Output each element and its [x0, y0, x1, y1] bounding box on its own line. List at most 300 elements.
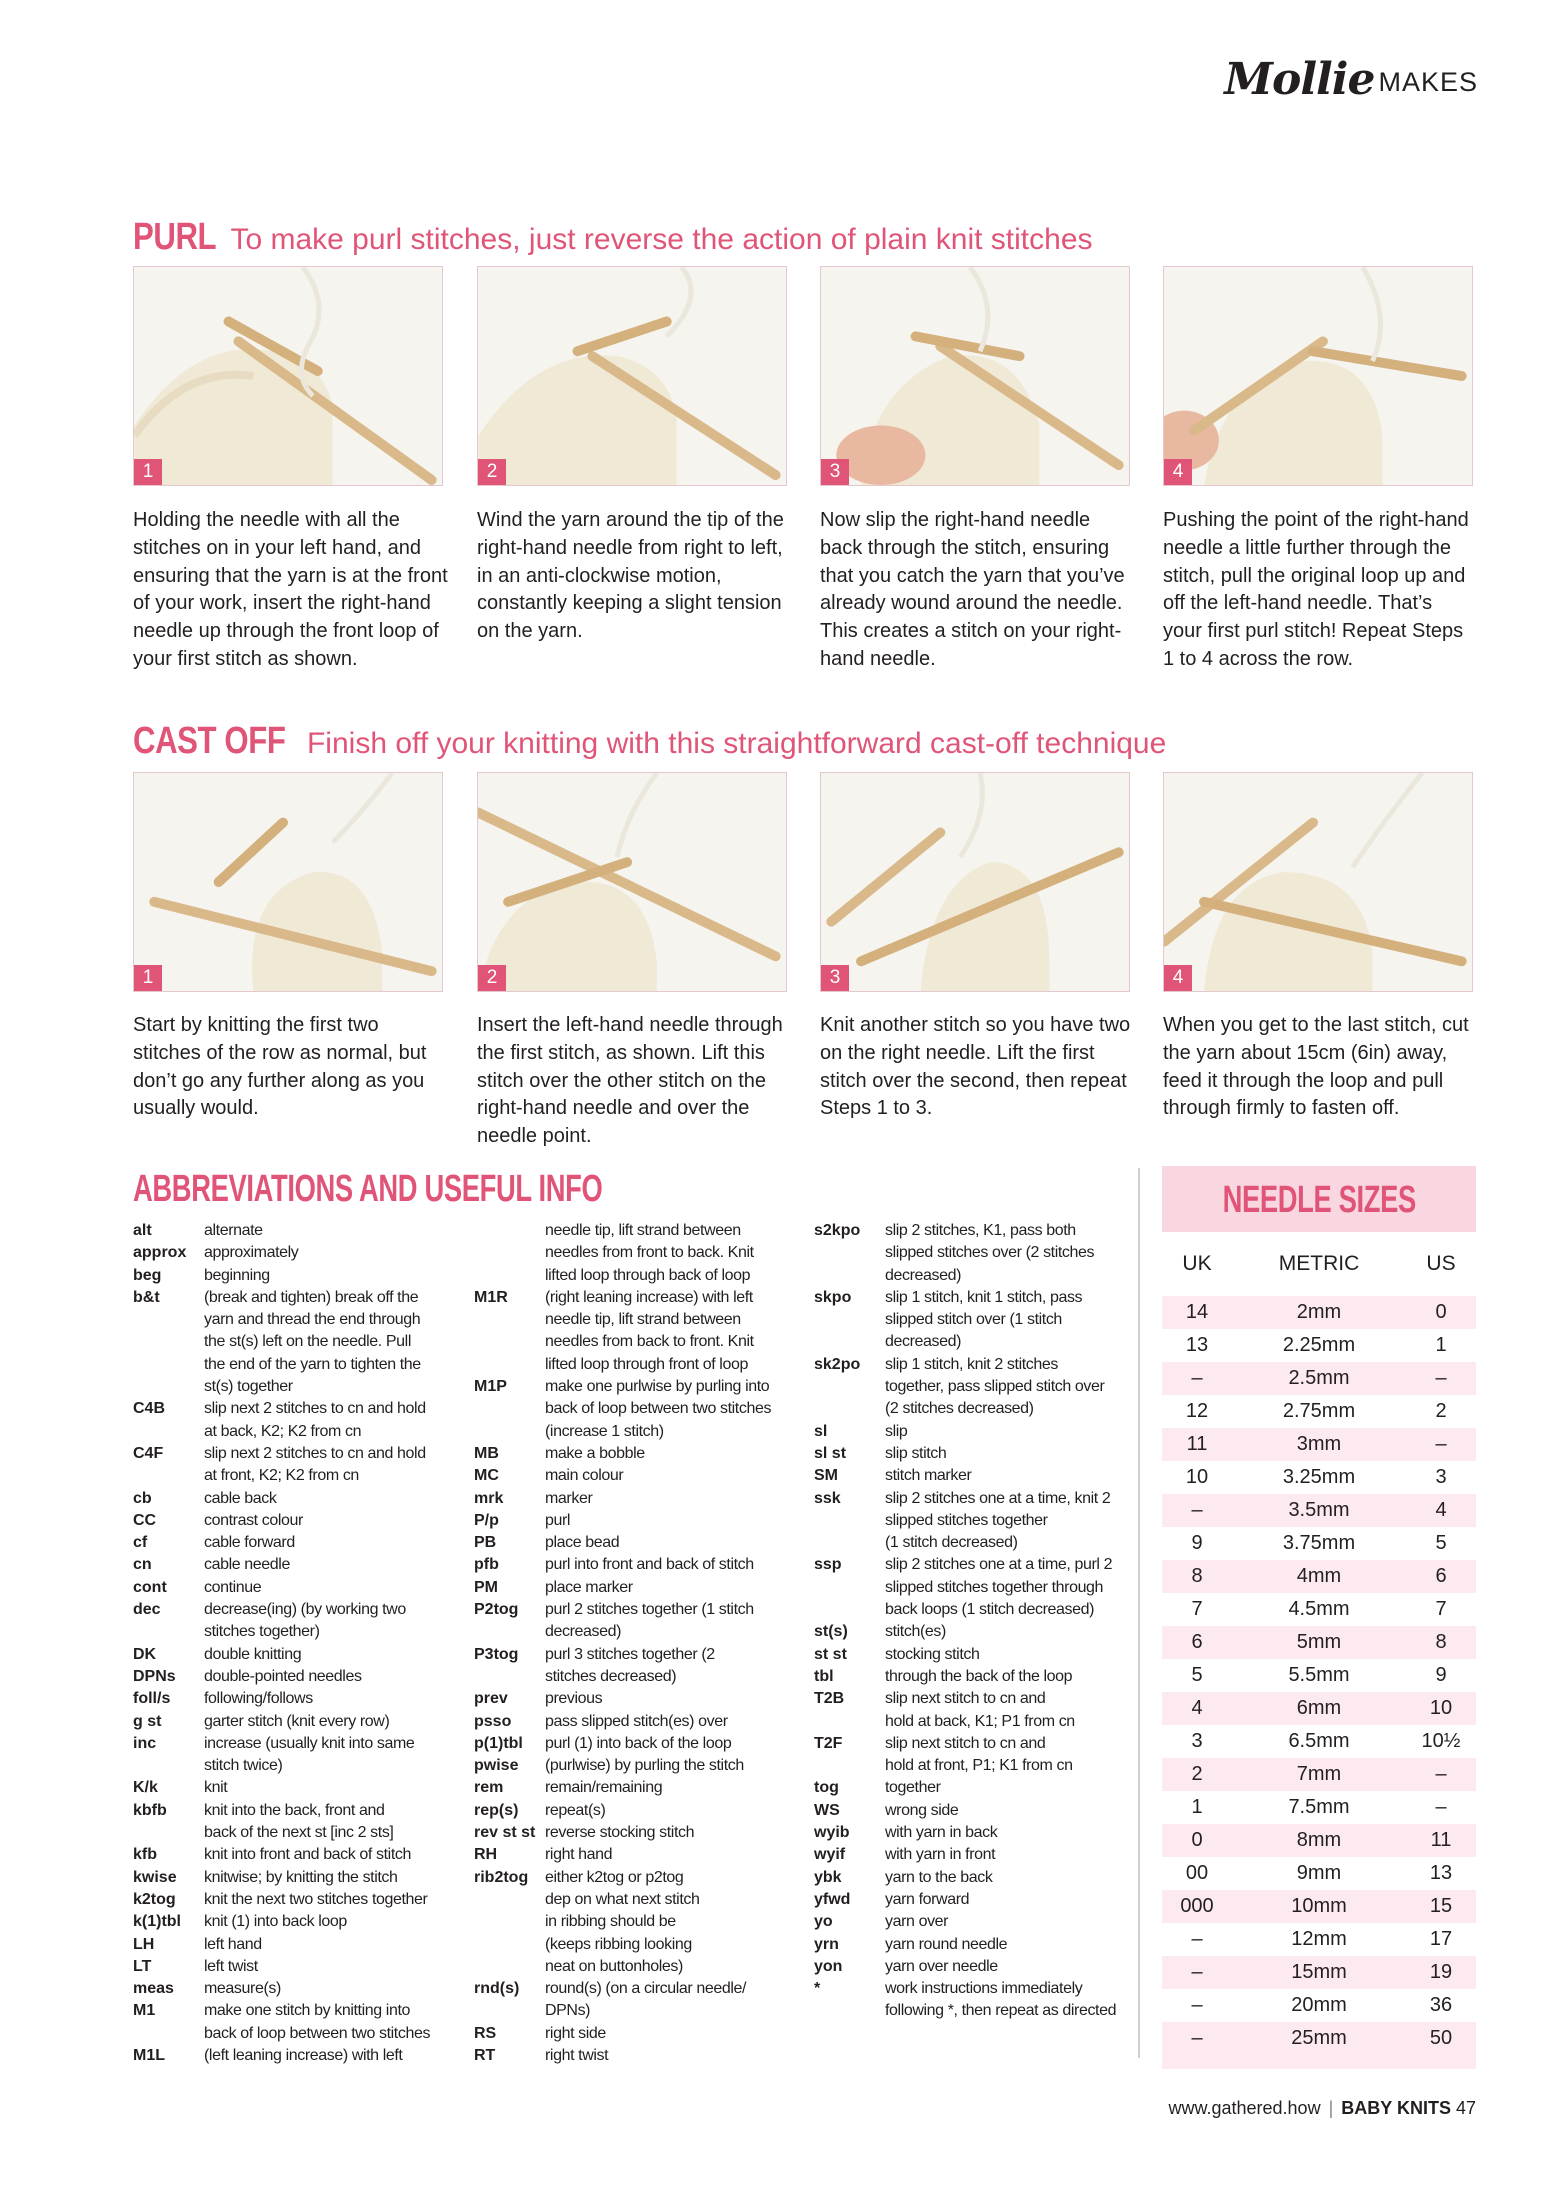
abbreviation-meaning: pass slipped stitch(es) over [545, 1712, 728, 1730]
abbreviation-row [474, 1354, 804, 1376]
abbreviation-term [133, 1822, 204, 1844]
abbreviation-term: mrk [474, 1489, 504, 1507]
abbreviation-term: meas [133, 1980, 174, 1998]
abbreviation-row [474, 1844, 804, 1866]
abbreviation-term: cf [133, 1534, 148, 1552]
abbreviation-meaning: slip next stitch to cn and [885, 1690, 1046, 1708]
abbreviation-term: dec [133, 1601, 161, 1619]
abbreviation-meaning: DPNs) [545, 2002, 591, 2020]
castoff-heading [133, 720, 1166, 763]
abbreviation-meaning: needle tip, lift strand between [545, 1222, 741, 1239]
abbreviation-row [474, 1934, 804, 1956]
abbreviation-row [474, 1644, 804, 1666]
metric-size: 3mm [1296, 1433, 1342, 1455]
us-size: 10 [1429, 1697, 1453, 1719]
purl-keyword: PURL [133, 216, 217, 258]
abbreviation-meaning: repeat(s) [545, 1801, 606, 1819]
needle-size-row [1162, 1494, 1476, 1527]
abbreviation-meaning: following *, then repeat as directed [885, 2002, 1117, 2020]
abbreviation-row [133, 1978, 463, 2000]
abbreviation-term: yfwd [814, 1890, 851, 1908]
abbreviation-meaning: purl (1) into back of the loop [545, 1734, 732, 1752]
abbreviation-term [133, 1376, 204, 1398]
abbreviation-term: wyib [814, 1824, 850, 1842]
needle-size-row [1162, 1527, 1476, 1560]
abbreviation-term: yrn [814, 1935, 839, 1953]
metric-size: 2.25mm [1282, 1334, 1356, 1356]
abbreviation-term: ssk [814, 1489, 841, 1507]
abbreviation-term: RH [474, 1846, 498, 1864]
abbreviation-row [814, 1867, 1132, 1889]
abbreviation-row [814, 1331, 1132, 1353]
us-size: 17 [1429, 1928, 1453, 1950]
abbreviations-column-2 [474, 1220, 804, 2067]
abbreviation-row [814, 1889, 1132, 1911]
metric-size: 3.75mm [1282, 1532, 1356, 1554]
abbreviation-row [814, 1220, 1132, 1242]
abbreviation-meaning: double-pointed needles [204, 1667, 362, 1685]
step-number: 2 [478, 965, 506, 991]
metric-size: 10mm [1291, 1895, 1347, 1917]
needle-size-row [1162, 1395, 1476, 1428]
abbreviation-row [133, 1688, 463, 1710]
us-size: 50 [1429, 2027, 1453, 2049]
abbreviation-row [133, 1577, 463, 1599]
metric-size: 7.5mm [1288, 1796, 1350, 1818]
abbreviation-meaning: round(s) (on a circular needle/ [545, 1980, 747, 1998]
abbreviation-term: DK [133, 1645, 157, 1663]
abbreviation-term: P2tog [474, 1601, 519, 1619]
abbreviation-row [814, 1978, 1132, 2000]
knitting-photo-illustration [821, 267, 1129, 485]
metric-size: 25mm [1291, 2027, 1347, 2049]
abbreviation-meaning: knitwise; by knitting the stitch [204, 1868, 398, 1886]
abbreviation-meaning: back of loop between two stitches [204, 2024, 431, 2042]
abbreviation-term [133, 1331, 204, 1353]
us-size: 4 [1435, 1499, 1447, 1521]
table-end-band [1162, 2055, 1476, 2069]
abbreviation-term [814, 1711, 885, 1733]
abbreviation-meaning: knit (1) into back loop [204, 1913, 347, 1931]
us-size: 8 [1435, 1631, 1447, 1653]
abbreviation-term: RS [474, 2024, 497, 2042]
abbreviation-term [474, 1956, 545, 1978]
uk-size: – [1191, 1994, 1203, 2016]
abbreviation-row [814, 1822, 1132, 1844]
abbreviation-meaning: needles from front to back. Knit [545, 1244, 754, 1262]
purl-subtitle: To make purl stitches, just reverse the action of plain knit stitches [230, 223, 1093, 256]
uk-size: 0 [1191, 1829, 1203, 1851]
abbreviation-term: rib2tog [474, 1868, 529, 1886]
abbreviation-row [133, 1309, 463, 1331]
metric-size: 6mm [1296, 1697, 1342, 1719]
abbreviation-term [133, 1465, 204, 1487]
abbreviation-term [133, 2023, 204, 2045]
abbreviation-row [133, 1800, 463, 1822]
abbreviation-row [133, 1554, 463, 1576]
metric-size: 20mm [1291, 1994, 1347, 2016]
castoff-keyword: CAST OFF [133, 720, 286, 762]
purl-step-2-text: Wind the yarn around the tip of the right-hand needle from right to left, in an anti-clockwise motion, constantly keeping a slight tension on the yarn. [477, 509, 784, 643]
abbreviation-meaning: slip 2 stitches one at a time, purl 2 [885, 1556, 1113, 1574]
abbreviation-term: s2kpo [814, 1222, 861, 1239]
abbreviation-row [474, 1309, 804, 1331]
abbreviation-row [474, 1599, 804, 1621]
abbreviation-row [814, 1242, 1132, 1264]
abbreviation-term: cn [133, 1556, 152, 1574]
abbreviation-term [474, 1421, 545, 1443]
abbreviation-term: DPNs [133, 1667, 176, 1685]
needle-sizes-table [1162, 1166, 1476, 2069]
castoff-step-3-photo [820, 772, 1130, 992]
abbreviation-meaning: reverse stocking stitch [545, 1824, 695, 1842]
abbreviation-term [474, 2000, 545, 2022]
needle-size-row [1162, 1296, 1476, 1329]
abbreviation-row [814, 1554, 1132, 1576]
abbreviation-meaning: lifted loop through back of loop [545, 1266, 751, 1284]
abbreviation-meaning: purl [545, 1511, 571, 1529]
abbreviation-row [133, 1220, 463, 1242]
abbreviation-meaning: double knitting [204, 1645, 302, 1663]
abbreviation-meaning: following/follows [204, 1690, 313, 1708]
abbreviation-term: T2F [814, 1734, 843, 1752]
abbreviation-term: sl st [814, 1444, 847, 1462]
logo-script: Mollie [1224, 54, 1375, 105]
abbreviation-term: P/p [474, 1511, 499, 1529]
header-uk: UK [1182, 1252, 1212, 1275]
abbreviation-meaning: stocking stitch [885, 1645, 980, 1663]
abbreviation-row [133, 1488, 463, 1510]
abbreviation-term: cb [133, 1489, 152, 1507]
abbreviation-term [474, 1934, 545, 1956]
abbreviation-meaning: the end of the yarn to tighten the [204, 1355, 421, 1373]
abbreviation-meaning: lifted loop through front of loop [545, 1355, 748, 1373]
abbreviation-term [474, 1309, 545, 1331]
abbreviation-term: RT [474, 2046, 496, 2064]
abbreviation-meaning: decreased) [885, 1333, 962, 1351]
abbreviation-meaning: decreased) [885, 1266, 962, 1284]
abbreviation-row [474, 1733, 804, 1755]
metric-size: 7mm [1296, 1763, 1342, 1785]
abbreviation-meaning: cable back [204, 1489, 277, 1507]
abbreviation-row [133, 1889, 463, 1911]
abbreviation-meaning: with yarn in back [885, 1824, 998, 1842]
abbreviation-row [133, 1265, 463, 1287]
needle-size-row [1162, 1659, 1476, 1692]
abbreviation-meaning: slip 1 stitch, knit 2 stitches [885, 1355, 1058, 1373]
abbreviation-row [814, 1376, 1132, 1398]
knitting-photo-illustration [1164, 773, 1472, 991]
needle-size-row [1162, 1692, 1476, 1725]
abbreviation-row [474, 1465, 804, 1487]
abbreviation-term [814, 1242, 885, 1264]
abbreviation-term: psso [474, 1712, 512, 1730]
abbreviation-meaning: stitches decreased) [545, 1667, 677, 1685]
abbreviation-row [474, 1688, 804, 1710]
abbreviation-term [133, 1621, 204, 1643]
needle-size-row [1162, 1758, 1476, 1791]
abbreviation-term: T2B [814, 1690, 845, 1708]
abbreviation-meaning: back loops (1 stitch decreased) [885, 1601, 1095, 1619]
abbreviation-row [474, 1621, 804, 1643]
page-footer [1168, 2098, 1476, 2119]
purl-heading [133, 216, 1093, 259]
needle-size-row [1162, 1890, 1476, 1923]
abbreviation-term: alt [133, 1222, 152, 1239]
abbreviation-term: WS [814, 1801, 840, 1819]
abbreviation-row [814, 1733, 1132, 1755]
abbreviation-row [474, 1398, 804, 1420]
abbreviation-meaning: slip stitch [885, 1444, 947, 1462]
abbreviation-meaning: in ribbing should be [545, 1913, 676, 1931]
abbreviation-meaning: stitch twice) [204, 1757, 283, 1775]
castoff-step-4-text: When you get to the last stitch, cut the yarn about 15cm (6in) away, feed it through the loop and pull through firmly to fasten off. [1163, 1014, 1469, 1120]
abbreviation-term: yon [814, 1957, 843, 1975]
abbreviation-term [474, 1666, 545, 1688]
abbreviation-term: kfb [133, 1846, 157, 1864]
uk-size: – [1191, 1928, 1203, 1950]
abbreviation-row [133, 2023, 463, 2045]
abbreviation-meaning: place bead [545, 1534, 620, 1552]
abbreviation-meaning: right side [545, 2024, 606, 2042]
abbreviation-term: LT [133, 1957, 152, 1975]
abbreviation-row [814, 1354, 1132, 1376]
abbreviation-meaning: with yarn in front [885, 1846, 996, 1864]
abbreviation-meaning: back of loop between two stitches [545, 1400, 772, 1418]
abbreviation-term [814, 1599, 885, 1621]
abbreviations-column-1 [133, 1220, 463, 2067]
abbreviation-row [474, 1220, 804, 1242]
needle-size-row [1162, 1428, 1476, 1461]
needle-sizes-body [1162, 1296, 1476, 2055]
abbreviation-term: beg [133, 1266, 162, 1284]
needle-size-row [1162, 1725, 1476, 1758]
metric-size: 4mm [1296, 1565, 1342, 1587]
castoff-step-2-text: Insert the left-hand needle through the first stitch, as shown. Lift this stitch over the other stitch on the right-hand needle and over the needle point. [477, 1014, 783, 1148]
footer-section: BABY KNITS [1341, 2098, 1451, 2118]
knitting-photo-illustration [478, 267, 786, 485]
abbreviation-row [814, 1956, 1132, 1978]
abbreviation-term: C4B [133, 1400, 166, 1418]
uk-size: 11 [1186, 1433, 1208, 1455]
abbreviation-row [474, 1510, 804, 1532]
uk-size: 000 [1180, 1895, 1214, 1917]
abbreviation-meaning: yarn forward [885, 1890, 970, 1908]
abbreviation-row [474, 1822, 804, 1844]
us-size: 5 [1435, 1532, 1447, 1554]
abbreviation-term [814, 1309, 885, 1331]
castoff-step-4-photo [1163, 772, 1473, 992]
purl-step-4-photo [1163, 266, 1473, 486]
metric-size: 12mm [1291, 1928, 1347, 1950]
abbreviation-row [814, 1421, 1132, 1443]
abbreviation-row [133, 1242, 463, 1264]
abbreviation-meaning: garter stitch (knit every row) [204, 1712, 390, 1730]
abbreviation-meaning: slip [885, 1422, 908, 1440]
footer-url: www.gathered.how [1168, 2098, 1321, 2118]
purl-step-4-text: Pushing the point of the right-hand needle a little further through the stitch, pull the original loop up and off the left-hand needle. That’s your first purl stitch! Repeat Steps 1 to 4 across the row. [1163, 509, 1469, 670]
abbreviation-row [474, 1777, 804, 1799]
abbreviation-meaning: purl 2 stitches together (1 stitch [545, 1601, 754, 1619]
magazine-logo [1224, 54, 1478, 105]
abbreviation-row [133, 1331, 463, 1353]
needle-sizes-title [1162, 1166, 1476, 1232]
needle-size-row [1162, 1560, 1476, 1593]
abbreviation-meaning: marker [545, 1489, 593, 1507]
abbreviation-term: wyif [814, 1846, 846, 1864]
abbreviation-meaning: knit [204, 1779, 228, 1797]
abbreviation-meaning: knit into the back, front and [204, 1801, 385, 1819]
abbreviation-row [474, 1755, 804, 1777]
abbreviation-term: p(1)tbl [474, 1734, 523, 1752]
abbreviation-row [814, 1711, 1132, 1733]
abbreviation-row [474, 1889, 804, 1911]
abbreviation-term: MC [474, 1467, 499, 1485]
abbreviation-term: sl [814, 1422, 828, 1440]
abbreviation-term [474, 1331, 545, 1353]
abbreviation-term: CC [133, 1511, 157, 1529]
uk-size: – [1191, 1367, 1203, 1389]
abbreviation-meaning: make a bobble [545, 1444, 645, 1462]
abbreviation-row [474, 1265, 804, 1287]
abbreviation-meaning: slipped stitches together through [885, 1578, 1104, 1596]
abbreviation-term: st st [814, 1645, 847, 1663]
uk-size: 10 [1185, 1466, 1209, 1488]
abbreviation-meaning: place marker [545, 1578, 633, 1596]
abbreviation-row [133, 1711, 463, 1733]
abbreviation-meaning: yarn round needle [885, 1935, 1008, 1953]
abbreviation-row [133, 1867, 463, 1889]
us-size: 11 [1430, 1829, 1452, 1851]
needle-size-row [1162, 2022, 1476, 2055]
purl-step-1-photo [133, 266, 443, 486]
needle-size-row [1162, 1362, 1476, 1395]
abbreviation-term [474, 1398, 545, 1420]
metric-size: 9mm [1296, 1862, 1342, 1884]
abbreviation-meaning: yarn and thread the end through [204, 1311, 421, 1329]
purl-step-3-text: Now slip the right-hand needle back through the stitch, ensuring that you catch the yarn that you’ve already wound around the needle. This creates a stitch on your right-hand needle. [820, 509, 1125, 670]
abbreviation-row [133, 1822, 463, 1844]
abbreviation-row [814, 1443, 1132, 1465]
abbreviation-term [814, 1265, 885, 1287]
abbreviation-row [133, 1376, 463, 1398]
metric-size: 6.5mm [1288, 1730, 1350, 1752]
abbreviation-meaning: the st(s) left on the needle. Pull [204, 1333, 411, 1351]
us-size: 19 [1429, 1961, 1453, 1983]
abbreviation-row [814, 1265, 1132, 1287]
abbreviation-meaning: either k2tog or p2tog [545, 1868, 684, 1886]
needle-size-row [1162, 1593, 1476, 1626]
abbreviation-meaning: stitch(es) [885, 1623, 946, 1641]
abbreviation-meaning: right hand [545, 1846, 613, 1864]
needle-sizes-title-text: NEEDLE SIZES [1222, 1179, 1416, 1221]
abbreviation-meaning: increase (usually knit into same [204, 1734, 415, 1752]
abbreviation-meaning: dep on what next stitch [545, 1890, 700, 1908]
abbreviation-meaning: slip 2 stitches, K1, pass both [885, 1222, 1076, 1239]
abbreviation-row [133, 1733, 463, 1755]
abbreviation-term: K/k [133, 1779, 158, 1797]
abbreviation-row [814, 1577, 1132, 1599]
abbreviation-row [814, 1800, 1132, 1822]
abbreviation-row [814, 1510, 1132, 1532]
abbreviation-term: pfb [474, 1556, 499, 1574]
abbreviation-meaning: stitch marker [885, 1467, 972, 1485]
abbreviation-row [474, 1554, 804, 1576]
needle-size-row [1162, 1461, 1476, 1494]
step-number: 2 [478, 459, 506, 485]
abbreviation-term: approx [133, 1244, 187, 1262]
abbreviation-meaning: continue [204, 1578, 262, 1596]
step-number: 4 [1164, 459, 1192, 485]
abbreviation-meaning: at front, K2; K2 from cn [204, 1467, 359, 1485]
needle-size-row [1162, 1824, 1476, 1857]
abbreviation-row [814, 1666, 1132, 1688]
header-us: US [1426, 1252, 1456, 1275]
abbreviation-term: prev [474, 1690, 508, 1708]
abbreviation-term: pwise [474, 1757, 519, 1775]
step-number: 3 [821, 459, 849, 485]
uk-size: 9 [1191, 1532, 1203, 1554]
metric-size: 4.5mm [1288, 1598, 1350, 1620]
abbreviation-term [814, 1398, 885, 1420]
abbreviation-row [474, 1666, 804, 1688]
abbreviation-meaning: alternate [204, 1222, 263, 1239]
abbreviation-meaning: slip next stitch to cn and [885, 1734, 1046, 1752]
abbreviation-term: kwise [133, 1868, 177, 1886]
step-number: 1 [134, 459, 162, 485]
abbreviation-row [474, 1978, 804, 2000]
knitting-photo-illustration [134, 773, 442, 991]
abbreviation-term [474, 1265, 545, 1287]
abbreviation-row [474, 1577, 804, 1599]
abbreviation-meaning: cable forward [204, 1534, 295, 1552]
abbreviation-term: b&t [133, 1288, 160, 1306]
abbreviation-row [133, 2045, 463, 2067]
abbreviation-row [814, 1934, 1132, 1956]
knitting-photo-illustration [1164, 267, 1472, 485]
abbreviation-term [474, 1621, 545, 1643]
us-size: – [1435, 1796, 1447, 1818]
uk-size: 2 [1191, 1763, 1203, 1785]
uk-size: 14 [1185, 1301, 1209, 1323]
abbreviation-row [133, 2000, 463, 2022]
abbreviation-row [133, 1443, 463, 1465]
abbreviation-term: M1R [474, 1288, 508, 1306]
abbreviation-meaning: decrease(ing) (by working two [204, 1601, 406, 1619]
abbreviation-meaning: slipped stitches together [885, 1511, 1048, 1529]
column-divider [1138, 1168, 1140, 2058]
abbreviation-meaning: hold at back, K1; P1 from cn [885, 1712, 1075, 1730]
footer-separator: | [1328, 2098, 1334, 2118]
abbreviation-row [133, 1844, 463, 1866]
us-size: 9 [1435, 1664, 1447, 1686]
abbreviations-column-3 [814, 1220, 1132, 2023]
abbreviation-meaning: wrong side [885, 1801, 959, 1819]
abbreviation-row [814, 1911, 1132, 1933]
metric-size: 8mm [1296, 1829, 1342, 1851]
needle-size-row [1162, 1857, 1476, 1890]
abbreviation-term: M1L [133, 2046, 165, 2064]
abbreviation-term: M1 [133, 2002, 156, 2020]
abbreviation-row [133, 1956, 463, 1978]
abbreviation-meaning: beginning [204, 1266, 270, 1284]
abbreviation-row [474, 2023, 804, 2045]
abbreviation-term: rnd(s) [474, 1980, 520, 1998]
abbreviation-row [814, 1688, 1132, 1710]
step-number: 3 [821, 965, 849, 991]
abbreviation-term [133, 1421, 204, 1443]
abbreviation-term: P3tog [474, 1645, 519, 1663]
